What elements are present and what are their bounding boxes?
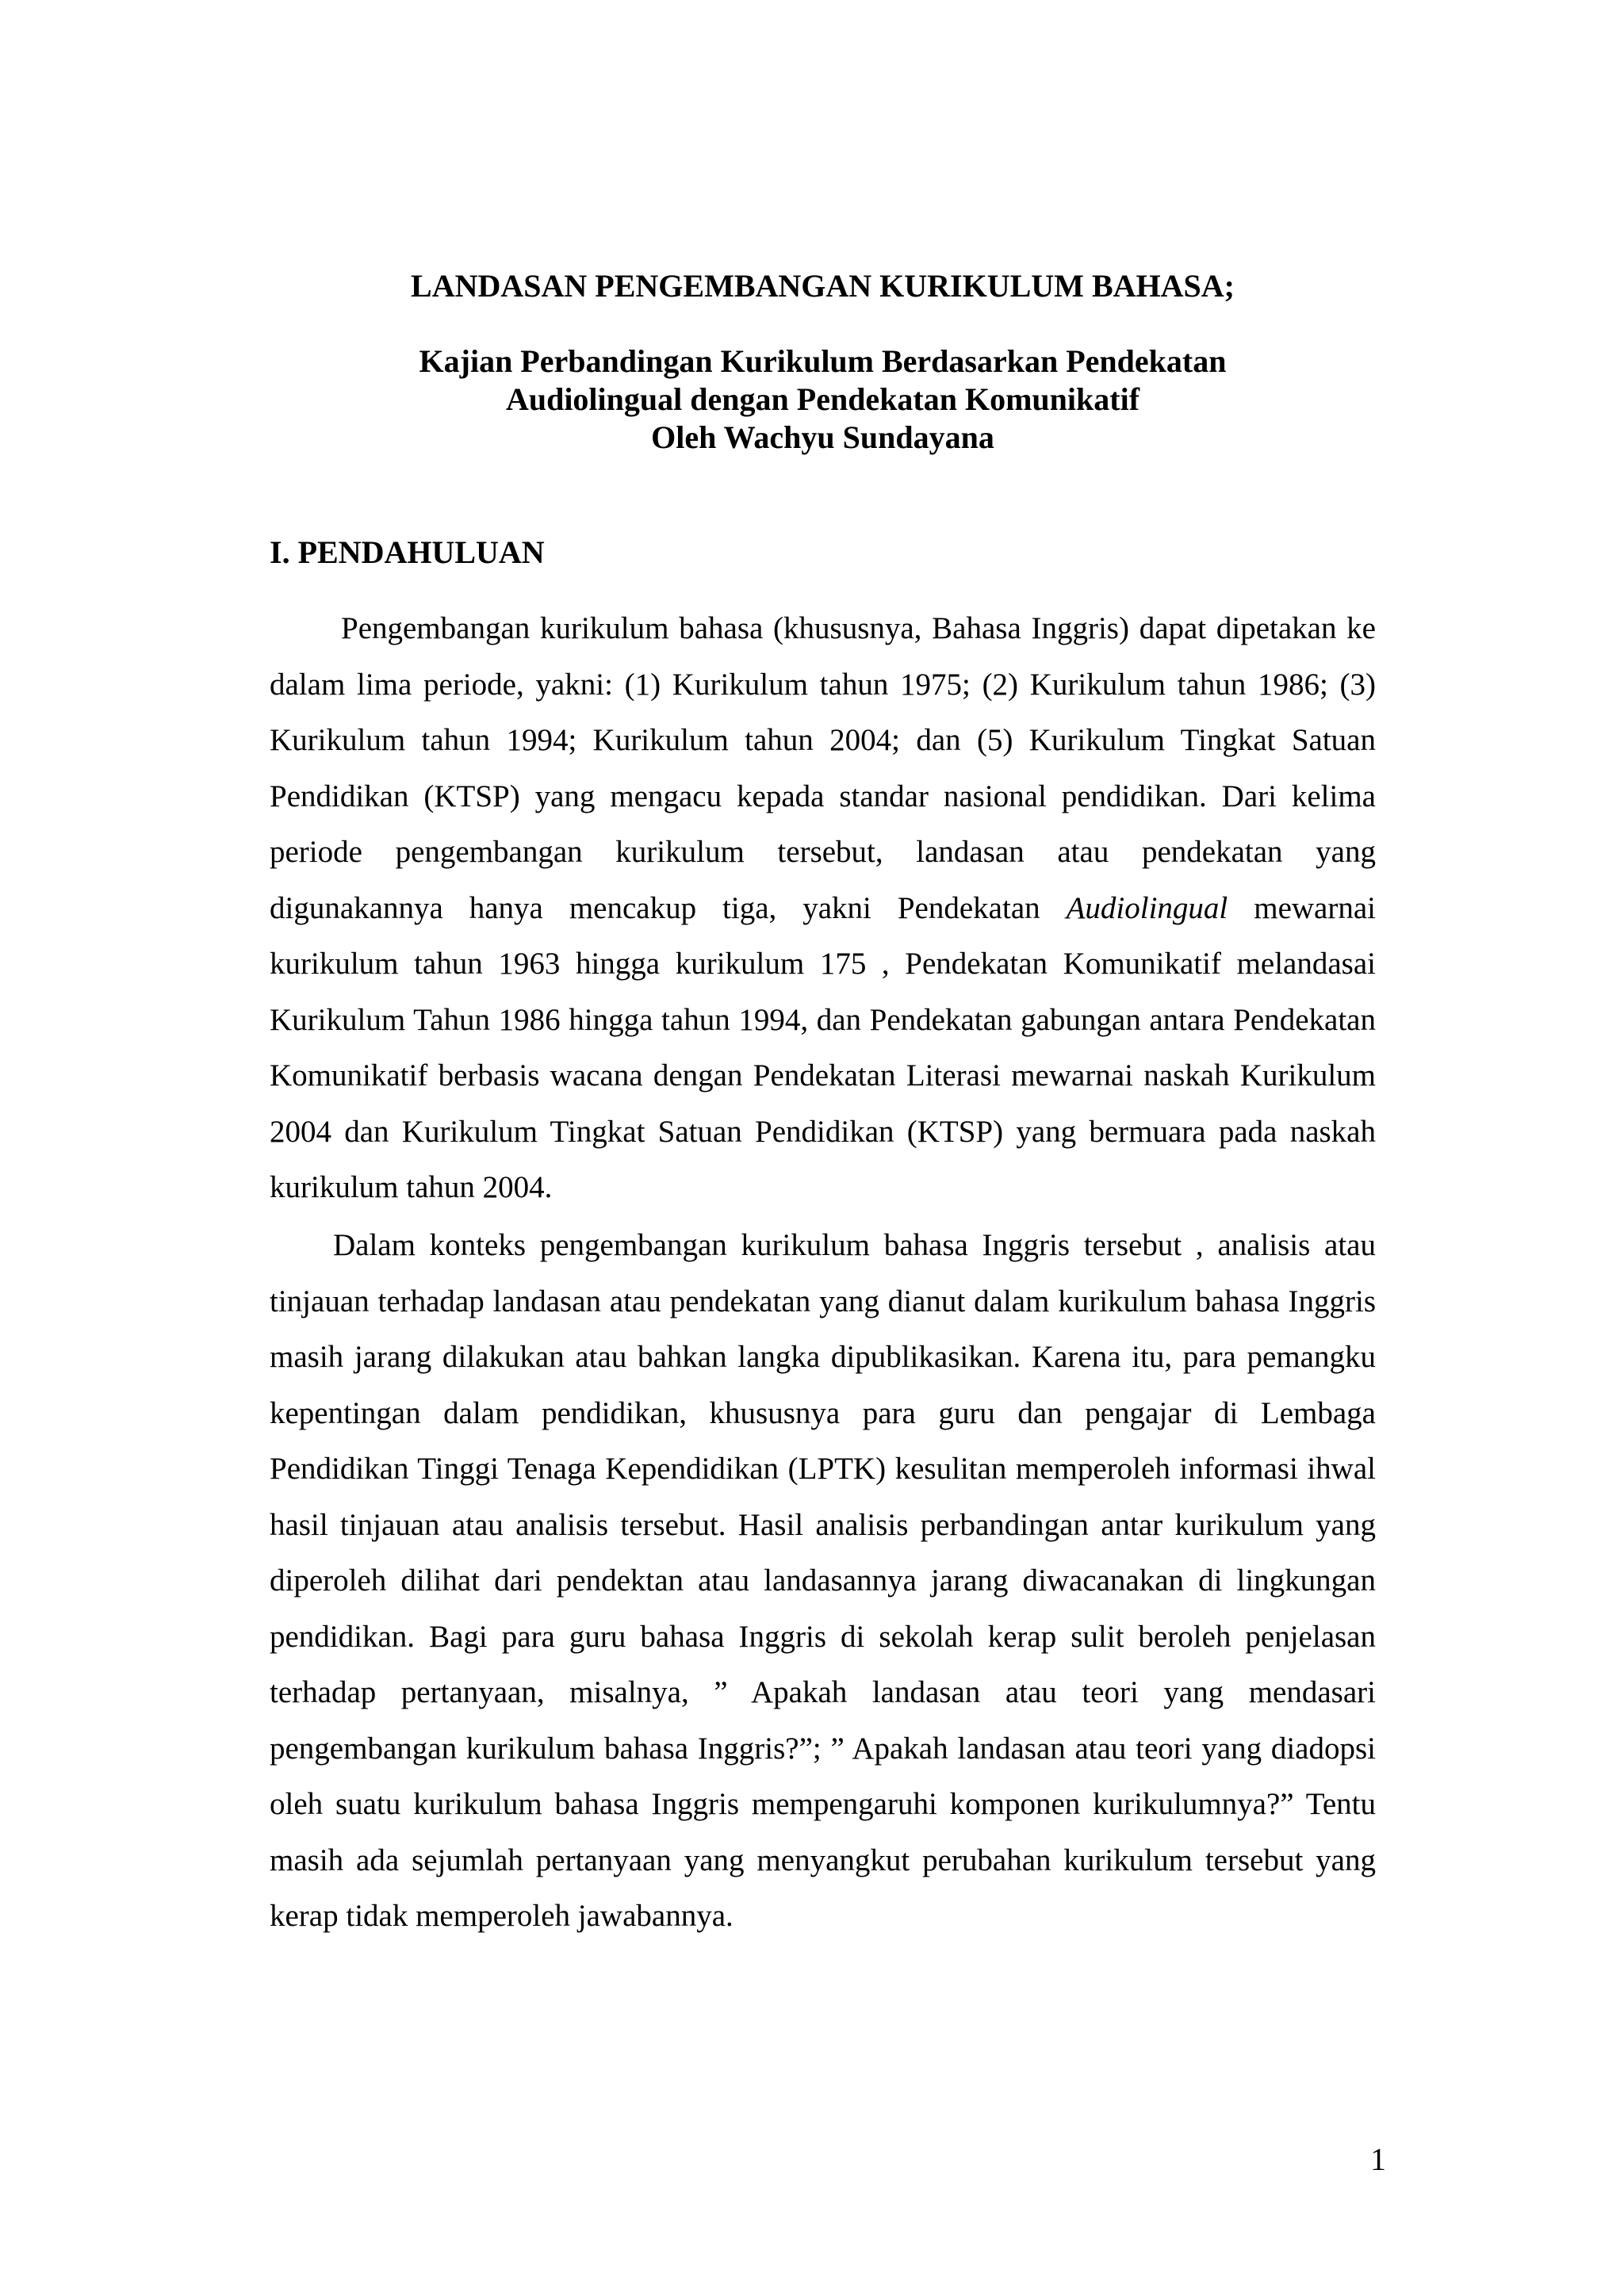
author-line: Oleh Wachyu Sundayana: [651, 419, 994, 455]
paragraph-1-text-b: mewarnai kurikulum tahun 1963 hingga kurikulum 175 , Pendekatan Komunikatif melandasai Kurikulum Tahun 1986 hingga tahun 1994, dan Pendekatan gabungan antara Pendekatan Komunikatif berbasis wacana dengan Pendekatan Literasi mewarnai naskah Kurikulum 2004 dan Kurikulum Tingkat Satuan Pendidikan (KTSP) yang bermuara pada naskah kurikulum tahun 2004.: [270, 890, 1376, 1204]
paragraph-2: Dalam konteks pengembangan kurikulum bahasa Inggris tersebut , analisis atau tinjauan terhadap landasan atau pendekatan yang dianut dalam kurikulum bahasa Inggris masih jarang dilakukan atau bahkan langka dipublikasikan. Karena itu, para pemangku kepentingan dalam pendidikan, khususnya para guru dan pengajar di Lembaga Pendidikan Tinggi Tenaga Kependidikan (LPTK) kesulitan memperoleh informasi ihwal hasil tinjauan atau analisis tersebut. Hasil analisis perbandingan antar kurikulum yang diperoleh dilihat dari pendektan atau landasannya jarang diwacanakan di lingkungan pendidikan. Bagi para guru bahasa Inggris di sekolah kerap sulit beroleh penjelasan terhadap pertanyaan, misalnya, ” Apakah landasan atau teori yang mendasari pengembangan kurikulum bahasa Inggris?”; ” Apakah landasan atau teori yang diadopsi oleh suatu kurikulum bahasa Inggris mempengaruhi komponen kurikulumnya?” Tentu masih ada sejumlah pertanyaan yang menyangkut perubahan kurikulum tersebut yang kerap tidak memperoleh jawabannya.: [270, 1228, 1376, 1933]
document-subtitle: [270, 342, 1376, 457]
paragraph-1-text-a: Pengembangan kurikulum bahasa (khususnya, Bahasa Inggris) dapat dipetakan ke dalam lima periode, yakni: (1) Kurikulum tahun 1975; (2) Kurikulum tahun 1986; (3) Kurikulum tahun 1994; Kurikulum tahun 2004; dan (5) Kurikulum Tingkat Satuan Pendidikan (KTSP) yang mengacu kepada standar nasional pendidikan. Dari kelima periode pengembangan kurikulum tersebut, landasan atau pendekatan yang digunakannya hanya mencakup tiga, yakni Pendekatan: [270, 611, 1376, 925]
page-number: 1: [1370, 2141, 1386, 2177]
section-heading: I. PENDAHULUAN: [270, 534, 545, 570]
paragraph-1: [270, 601, 1376, 1216]
subtitle-line-2: Audiolingual dengan Pendekatan Komunikatif: [505, 381, 1140, 417]
document-title: LANDASAN PENGEMBANGAN KURIKULUM BAHASA;: [411, 268, 1235, 304]
subtitle-line-1: Kajian Perbandingan Kurikulum Berdasarkan Pendekatan: [419, 343, 1227, 379]
paragraph-1-italic-term: Audiolingual: [1066, 890, 1228, 925]
